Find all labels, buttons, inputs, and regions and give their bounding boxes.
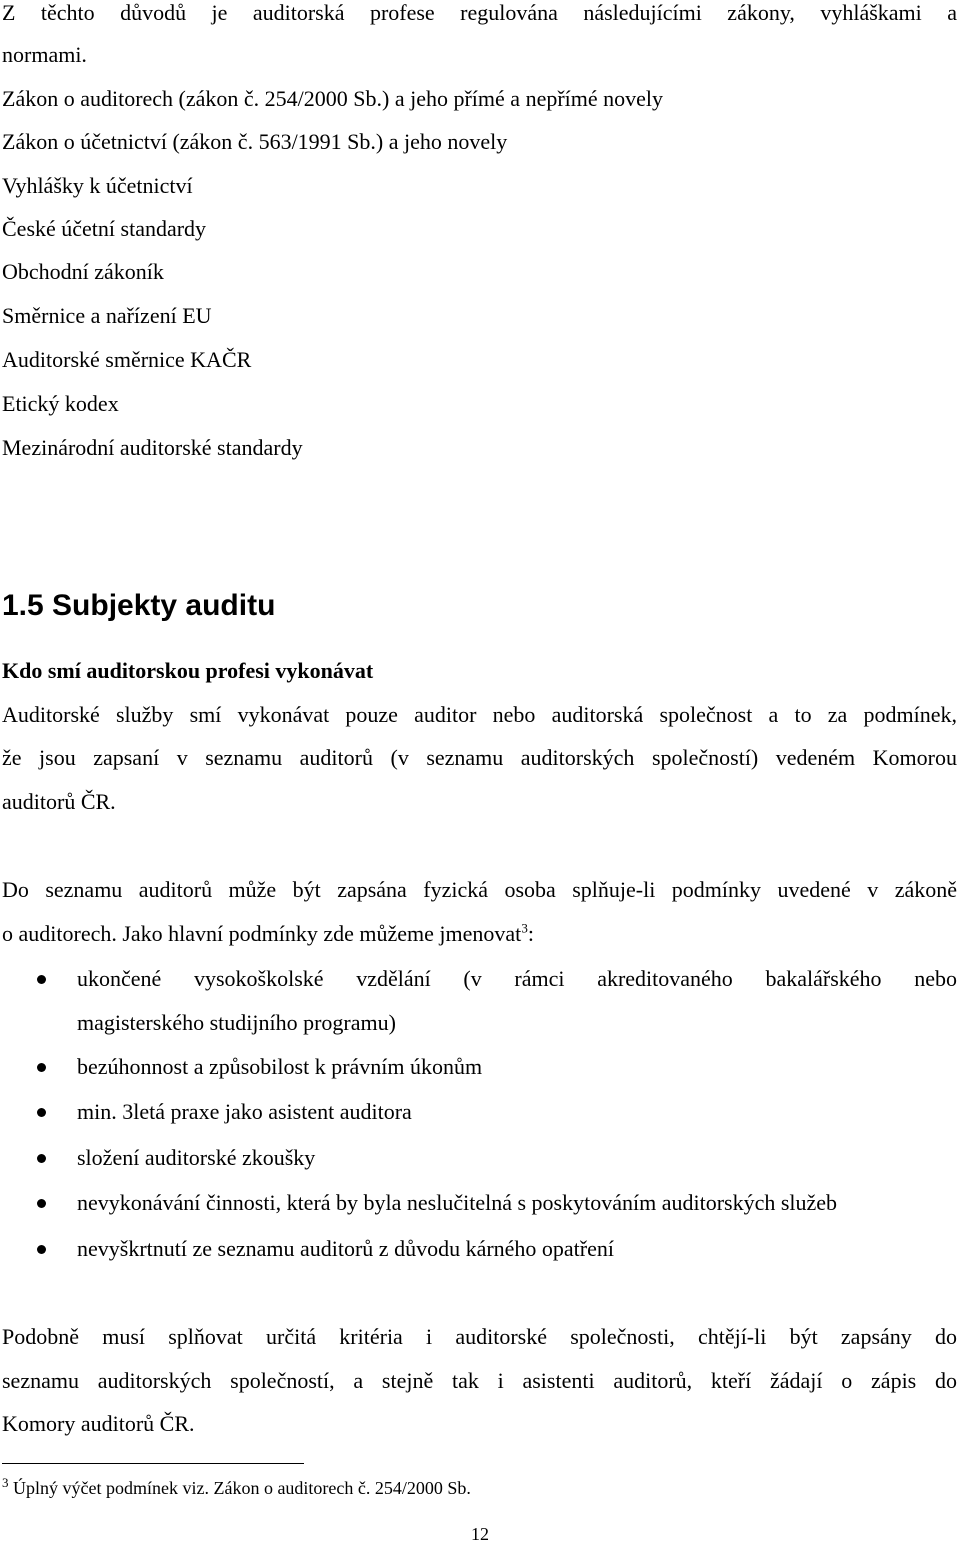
law-item: Mezinárodní auditorské standardy: [2, 435, 303, 460]
footnote-divider: [2, 1463, 304, 1464]
paragraph-line: Auditorské služby smí vykonávat pouze auditor nebo auditorská společnost a to za podmínek,: [2, 702, 957, 727]
bullet-icon: [37, 975, 46, 984]
page-number: 12: [471, 1524, 489, 1544]
list-item-text: min. 3letá praxe jako asistent auditora: [77, 1099, 412, 1124]
law-item: Obchodní zákoník: [2, 259, 164, 284]
law-item: Směrnice a nařízení EU: [2, 303, 212, 328]
intro-line: normami.: [2, 42, 87, 67]
law-item: České účetní standardy: [2, 216, 207, 241]
law-item: Vyhlášky k účetnictví: [2, 173, 193, 198]
list-item-text: magisterského studijního programu): [77, 1010, 396, 1035]
law-item: Etický kodex: [2, 391, 119, 416]
paragraph-line: auditorů ČR.: [2, 789, 116, 814]
bullet-icon: [37, 1154, 46, 1163]
footnote-reference[interactable]: 3: [521, 920, 528, 936]
paragraph-line: Do seznamu auditorů může být zapsána fyzická osoba splňuje-li podmínky uvedené v zákoně: [2, 877, 957, 902]
bullet-icon: [37, 1063, 46, 1072]
footnote-text: Úplný výčet podmínek viz. Zákon o auditorech č. 254/2000 Sb.: [8, 1478, 471, 1498]
law-item: Zákon o účetnictví (zákon č. 563/1991 Sb.) a jeho novely: [2, 129, 508, 154]
law-item: Auditorské směrnice KAČR: [2, 347, 252, 372]
paragraph-line: Komory auditorů ČR.: [2, 1411, 195, 1436]
section-heading: 1.5 Subjekty auditu: [2, 589, 276, 622]
bullet-icon: [37, 1199, 46, 1208]
law-item: Zákon o auditorech (zákon č. 254/2000 Sb.) a jeho přímé a nepřímé novely: [2, 86, 664, 111]
list-item-text: ukončené vysokoškolské vzdělání (v rámci akreditovaného bakalářského nebo: [77, 966, 957, 991]
paragraph-line: Podobně musí splňovat určitá kritéria i auditorské společnosti, chtějí-li být zapsány do: [2, 1324, 957, 1349]
footnote: [2, 1477, 471, 1499]
paragraph-line: seznamu auditorských společností, a stejně tak i asistenti auditorů, kteří žádají o zápis do: [2, 1368, 957, 1393]
paragraph-text: o auditorech. Jako hlavní podmínky zde můžeme jmenovat: [2, 921, 522, 946]
paragraph-text: :: [527, 921, 534, 946]
bullet-icon: [37, 1245, 46, 1254]
paragraph-line: že jsou zapsaní v seznamu auditorů (v seznamu auditorských společností) vedeném Komorou: [2, 745, 957, 770]
section-subheading: Kdo smí auditorskou profesi vykonávat: [2, 658, 374, 683]
bullet-icon: [37, 1108, 46, 1117]
list-item-text: nevykonávání činnosti, která by byla neslučitelná s poskytováním auditorských služeb: [77, 1190, 838, 1215]
intro-line: Z těchto důvodů je auditorská profese regulována následujícími zákony, vyhláškami a: [2, 0, 957, 25]
paragraph-line: [2, 921, 534, 947]
list-item-text: nevyškrtnutí ze seznamu auditorů z důvodu kárného opatření: [77, 1236, 615, 1261]
list-item-text: bezúhonnost a způsobilost k právním úkonům: [77, 1054, 483, 1079]
footnote-number: 3: [2, 1475, 9, 1490]
list-item-text: složení auditorské zkoušky: [77, 1145, 316, 1170]
